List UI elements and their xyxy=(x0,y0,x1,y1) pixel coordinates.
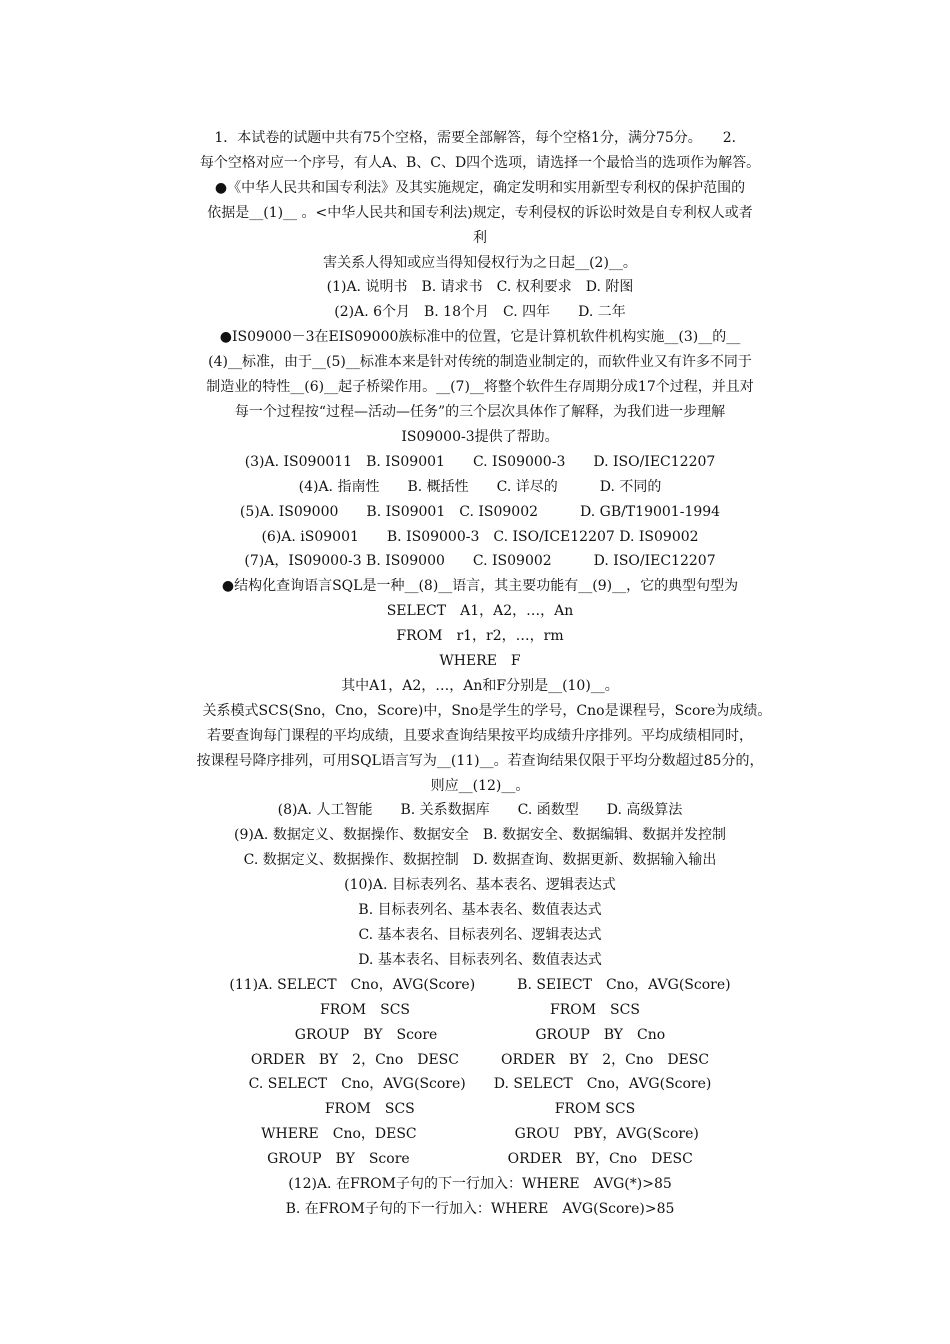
text-line: (2)A. 6个月 B. 18个月 C. 四年 D. 二年 xyxy=(334,304,626,320)
text-line: C. 基本表名、目标表列名、逻辑表达式 xyxy=(358,927,602,943)
text-line: (5)A. IS09000 B. IS09001 C. IS09002 D. GB/T19001-1994 xyxy=(239,504,721,520)
text-line: (3)A. IS090011 B. IS09001 C. IS09000-3 D. ISO/IEC12207 xyxy=(244,454,716,470)
text-line: 关系模式SCS(Sno，Cno，Score)中，Sno是学生的学号，Cno是课程号，Score为成绩。 xyxy=(188,703,772,719)
text-line: 害关系人得知或应当得知侵权行为之日起__(2)__。 xyxy=(323,255,637,271)
text-line: 利 xyxy=(473,230,487,246)
text-line: GROUP BY Score GROUP BY Cno xyxy=(294,1027,666,1043)
text-line: FROM SCS FROM SCS xyxy=(320,1002,640,1018)
text-line: 其中A1，A2，…，An和F分别是__(10)__。 xyxy=(341,678,619,694)
text-line: 则应__(12)__。 xyxy=(430,778,530,794)
text-line: (1)A. 说明书 B. 请求书 C. 权利要求 D. 附图 xyxy=(326,279,634,295)
text-line: (8)A. 人工智能 B. 关系数据库 C. 函数型 D. 高级算法 xyxy=(277,802,683,818)
text-line: WHERE Cno，DESC GROU PBY，AVG(Score) xyxy=(261,1126,699,1142)
text-line: GROUP BY Score ORDER BY，Cno DESC xyxy=(267,1151,693,1167)
text-line: C. 数据定义、数据操作、数据控制 D. 数据查询、数据更新、数据输入输出 xyxy=(243,852,717,868)
text-line: (4)__标准，由于__(5)__标准本来是针对传统的制造业制定的，而软件业又有许多不同于 xyxy=(208,354,752,370)
text-line: D. 基本表名、目标表列名、数值表达式 xyxy=(358,952,602,968)
text-line: SELECT A1，A2，…，An xyxy=(386,603,574,619)
text-line: IS09000-3提供了帮助。 xyxy=(401,429,559,445)
text-line: ●《中华人民共和国专利法》及其实施规定，确定发明和实用新型专利权的保护范围的 xyxy=(214,180,746,196)
text-line: ●IS09000－3在EIS09000族标准中的位置，它是计算机软件机构实施__(3)__的__ xyxy=(219,329,741,345)
text-line: (11)A. SELECT Cno，AVG(Score) B. SEIECT Cno，AVG(Score) xyxy=(229,977,731,993)
text-line: WHERE F xyxy=(439,653,521,669)
text-line: (10)A. 目标表列名、基本表名、逻辑表达式 xyxy=(344,877,616,893)
text-line: (7)A，IS09000-3 B. IS09000 C. IS09002 D. ISO/IEC12207 xyxy=(244,553,716,569)
text-line: 若要查询每门课程的平均成绩，且要求查询结果按平均成绩升序排列。平均成绩相同时， xyxy=(207,728,753,744)
text-line: 制造业的特性__(6)__起子桥梁作用。__(7)__将整个软件生存周期分成17个过程，并且对 xyxy=(206,379,754,395)
text-line: (12)A. 在FROM子句的下一行加入：WHERE AVG(*)>85 xyxy=(288,1176,672,1192)
text-line: 按课程号降序排列，可用SQL语言写为__(11)__。若查询结果仅限于平均分数超过85分的， xyxy=(196,753,764,769)
text-line: FROM SCS FROM SCS xyxy=(324,1101,636,1117)
text-line: 每个空格对应一个序号，有人A、B、C、D四个选项，请选择一个最恰当的选项作为解答。 xyxy=(199,155,761,171)
text-line: (9)A. 数据定义、数据操作、数据安全 B. 数据安全、数据编辑、数据并发控制 xyxy=(233,827,727,843)
text-line: B. 在FROM子句的下一行加入：WHERE AVG(Score)>85 xyxy=(285,1201,675,1217)
text-line: (6)A. iS09001 B. IS09000-3 C. ISO/ICE12207 D. IS09002 xyxy=(261,529,699,545)
text-line: B. 目标表列名、基本表名、数值表达式 xyxy=(358,902,602,918)
text-line: FROM r1，r2，…，rm xyxy=(396,628,564,644)
text-line: ●结构化查询语言SQL是一种__(8)__语言，其主要功能有__(9)__，它的典型句型为 xyxy=(221,578,739,594)
text-line: 每一个过程按“过程—活动—任务”的三个层次具体作了解释，为我们进一步理解 xyxy=(234,404,726,420)
text-line: ORDER BY 2，Cno DESC ORDER BY 2，Cno DESC xyxy=(250,1052,710,1068)
text-line: C. SELECT Cno，AVG(Score) D. SELECT Cno，AVG(Score) xyxy=(248,1076,712,1092)
text-line: (4)A. 指南性 B. 概括性 C. 详尽的 D. 不同的 xyxy=(298,479,662,495)
text-line: 依据是__(1)__ 。<中华人民共和国专利法)规定，专利侵权的诉讼时效是自专利权人或者 xyxy=(207,205,753,221)
text-line: 1．本试卷的试题中共有75个空格，需要全部解答，每个空格1分，满分75分。 2． xyxy=(214,130,746,146)
